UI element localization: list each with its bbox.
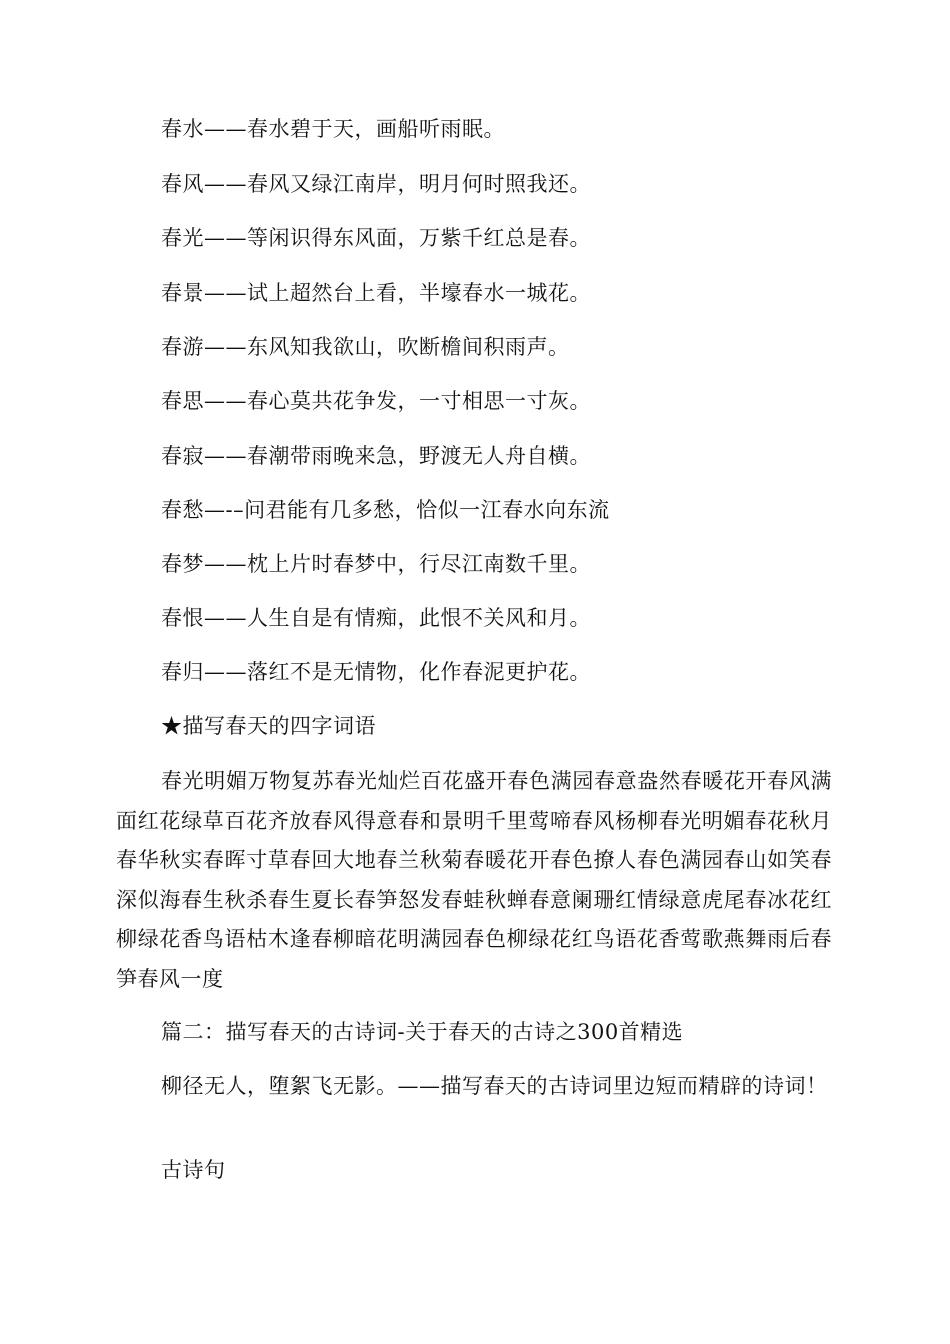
poem-line-spring-scenery: 春景——试上超然台上看，半壕春水一城花。 bbox=[161, 281, 591, 305]
poem-line-spring-wind: 春风——春风又绿江南岸，明月何时照我还。 bbox=[161, 172, 591, 196]
poem-line-spring-regret: 春恨——人生自是有情痴，此恨不关风和月。 bbox=[161, 606, 591, 630]
idioms-paragraph: 春光明媚万物复苏春光灿烂百花盛开春色满园春意盎然春暖花开春风满面红花绿草百花齐放春风得意春和景明千里莺啼春风杨柳春光明媚春花秋月春华秋实春晖寸草春回大地春兰秋菊春暖花开春色撩人春色满园春山如笑春深似海春生秋杀春生夏长春笋怒发春蛙秋蝉春意阑珊红情绿意虎尾春冰花红柳绿花香鸟语枯木逢春柳暗花明满园春色柳绿花红鸟语花香莺歌燕舞雨后春笋春风一度 bbox=[116, 769, 832, 991]
poem-line-spring-silence: 春寂——春潮带雨晚来急，野渡无人舟自横。 bbox=[161, 444, 591, 468]
poem-line-spring-sorrow: 春愁—-–问君能有几多愁，恰似一江春水向东流 bbox=[161, 498, 610, 522]
poem-line-spring-travel: 春游——东风知我欲山，吹断檐间积雨声。 bbox=[161, 335, 570, 359]
chapter-heading: 篇二：描写春天的古诗词-关于春天的古诗之300首精选 bbox=[161, 1020, 684, 1044]
section-heading: ★描写春天的四字词语 bbox=[161, 714, 376, 738]
intro-paragraph: 柳径无人，堕絮飞无影。——描写春天的古诗词里边短而精辟的诗词！ bbox=[161, 1074, 828, 1098]
poem-line-spring-thought: 春思——春心莫共花争发，一寸相思一寸灰。 bbox=[161, 389, 591, 413]
poem-line-spring-dream: 春梦——枕上片时春梦中，行尽江南数千里。 bbox=[161, 552, 591, 576]
subheading: 古诗句 bbox=[161, 1158, 226, 1182]
poem-line-spring-return: 春归——落红不是无情物，化作春泥更护花。 bbox=[161, 660, 591, 684]
poem-line-spring-light: 春光——等闲识得东风面，万紫千红总是春。 bbox=[161, 226, 591, 250]
poem-line-spring-water: 春水——春水碧于天，画船听雨眠。 bbox=[161, 117, 505, 141]
